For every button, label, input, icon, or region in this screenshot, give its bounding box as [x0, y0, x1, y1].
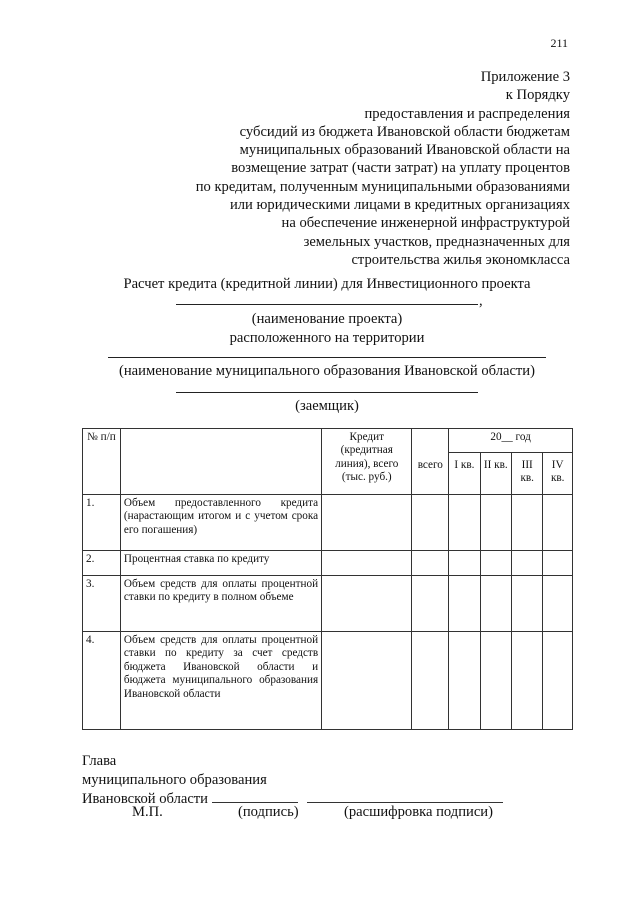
- cell-credit: [322, 495, 412, 551]
- cell-q1: [449, 495, 480, 551]
- territory-text: расположенного на территории: [229, 330, 425, 346]
- document-title: Расчет кредита (кредитной линии) для Инвестиционного проекта: [123, 276, 531, 292]
- header-q2: II кв.: [480, 453, 511, 495]
- title-comma: ,: [479, 293, 483, 309]
- appendix-line: строительства жилья экономкласса: [351, 251, 570, 268]
- signature-title: Глава: [82, 753, 117, 769]
- appendix-line: или юридическими лицами в кредитных организациях: [229, 197, 570, 214]
- borrower-caption: (заемщик): [295, 398, 359, 414]
- header-q1: I кв.: [449, 453, 480, 495]
- signature-block: [82, 752, 503, 809]
- cell-q3: [512, 576, 543, 632]
- table-row: [83, 551, 573, 576]
- cell-q4: [543, 551, 573, 576]
- sign-caption: (подпись): [238, 804, 299, 820]
- header-num: № п/п: [83, 429, 121, 495]
- cell-q2: [480, 576, 511, 632]
- appendix-line: на обеспечение инженерной инфраструктурой: [281, 215, 570, 232]
- signature-region: Ивановской области: [82, 791, 208, 807]
- cell-q1: [449, 551, 480, 576]
- header-total: всего: [412, 429, 449, 495]
- row-number: 2.: [83, 551, 121, 576]
- row-number: 3.: [83, 576, 121, 632]
- cell-total: [412, 495, 449, 551]
- cell-q2: [480, 551, 511, 576]
- appendix-line: к Порядку: [505, 87, 570, 104]
- appendix-line: предоставления и распределения: [364, 105, 570, 122]
- cell-q3: [512, 551, 543, 576]
- appendix-line: Приложение 3: [480, 69, 570, 85]
- table-row: [83, 495, 573, 551]
- cell-q4: [543, 576, 573, 632]
- appendix-line: земельных участков, предназначенных для: [303, 233, 570, 250]
- cell-credit: [322, 632, 412, 730]
- project-caption: (наименование проекта): [251, 311, 403, 327]
- credit-table: [82, 428, 573, 730]
- header-indicator: [120, 429, 321, 495]
- cell-total: [412, 576, 449, 632]
- row-indicator: Объем средств для оплаты процентной ставки по кредиту за счет средств бюджета Ивановской области и бюджета муниципального образования Ивановской области: [120, 632, 321, 730]
- decode-caption: (расшифровка подписи): [344, 804, 493, 820]
- header-year: 20__ год: [449, 429, 573, 453]
- cell-credit: [322, 576, 412, 632]
- cell-credit: [322, 551, 412, 576]
- cell-q1: [449, 632, 480, 730]
- row-indicator: Процентная ставка по кредиту: [120, 551, 321, 576]
- appendix-line: возмещение затрат (части затрат) на уплату процентов: [231, 160, 570, 177]
- header-credit: Кредит (кредитная линия), всего (тыс. руб.): [322, 429, 412, 495]
- project-name-line: [176, 304, 478, 305]
- cell-q3: [512, 632, 543, 730]
- page-number: 211: [550, 36, 568, 50]
- appendix-header: [110, 68, 570, 269]
- table-row: [83, 576, 573, 632]
- header-q4: IV кв.: [543, 453, 573, 495]
- cell-q4: [543, 495, 573, 551]
- signature-line: [212, 790, 298, 803]
- cell-q1: [449, 576, 480, 632]
- cell-total: [412, 551, 449, 576]
- table-row: [83, 632, 573, 730]
- appendix-line: муниципальных образований Ивановской области на: [239, 142, 570, 159]
- cell-q2: [480, 632, 511, 730]
- cell-q3: [512, 495, 543, 551]
- cell-total: [412, 632, 449, 730]
- row-indicator: Объем предоставленного кредита (нарастающим итогом и с учетом срока его погашения): [120, 495, 321, 551]
- signature-decode-line: [307, 790, 503, 803]
- row-indicator: Объем средств для оплаты процентной ставки по кредиту в полном объеме: [120, 576, 321, 632]
- row-number: 1.: [83, 495, 121, 551]
- table-header-row: [83, 429, 573, 453]
- stamp-label: М.П.: [132, 804, 163, 820]
- signature-org: муниципального образования: [82, 772, 267, 788]
- cell-q4: [543, 632, 573, 730]
- header-q3: III кв.: [512, 453, 543, 495]
- municipality-line: [108, 357, 546, 358]
- row-number: 4.: [83, 632, 121, 730]
- municipality-caption: (наименование муниципального образования Ивановской области): [119, 363, 535, 379]
- appendix-line: субсидий из бюджета Ивановской области бюджетам: [239, 123, 570, 140]
- cell-q2: [480, 495, 511, 551]
- borrower-line: [176, 392, 478, 393]
- appendix-line: по кредитам, полученным муниципальными образованиями: [195, 178, 570, 195]
